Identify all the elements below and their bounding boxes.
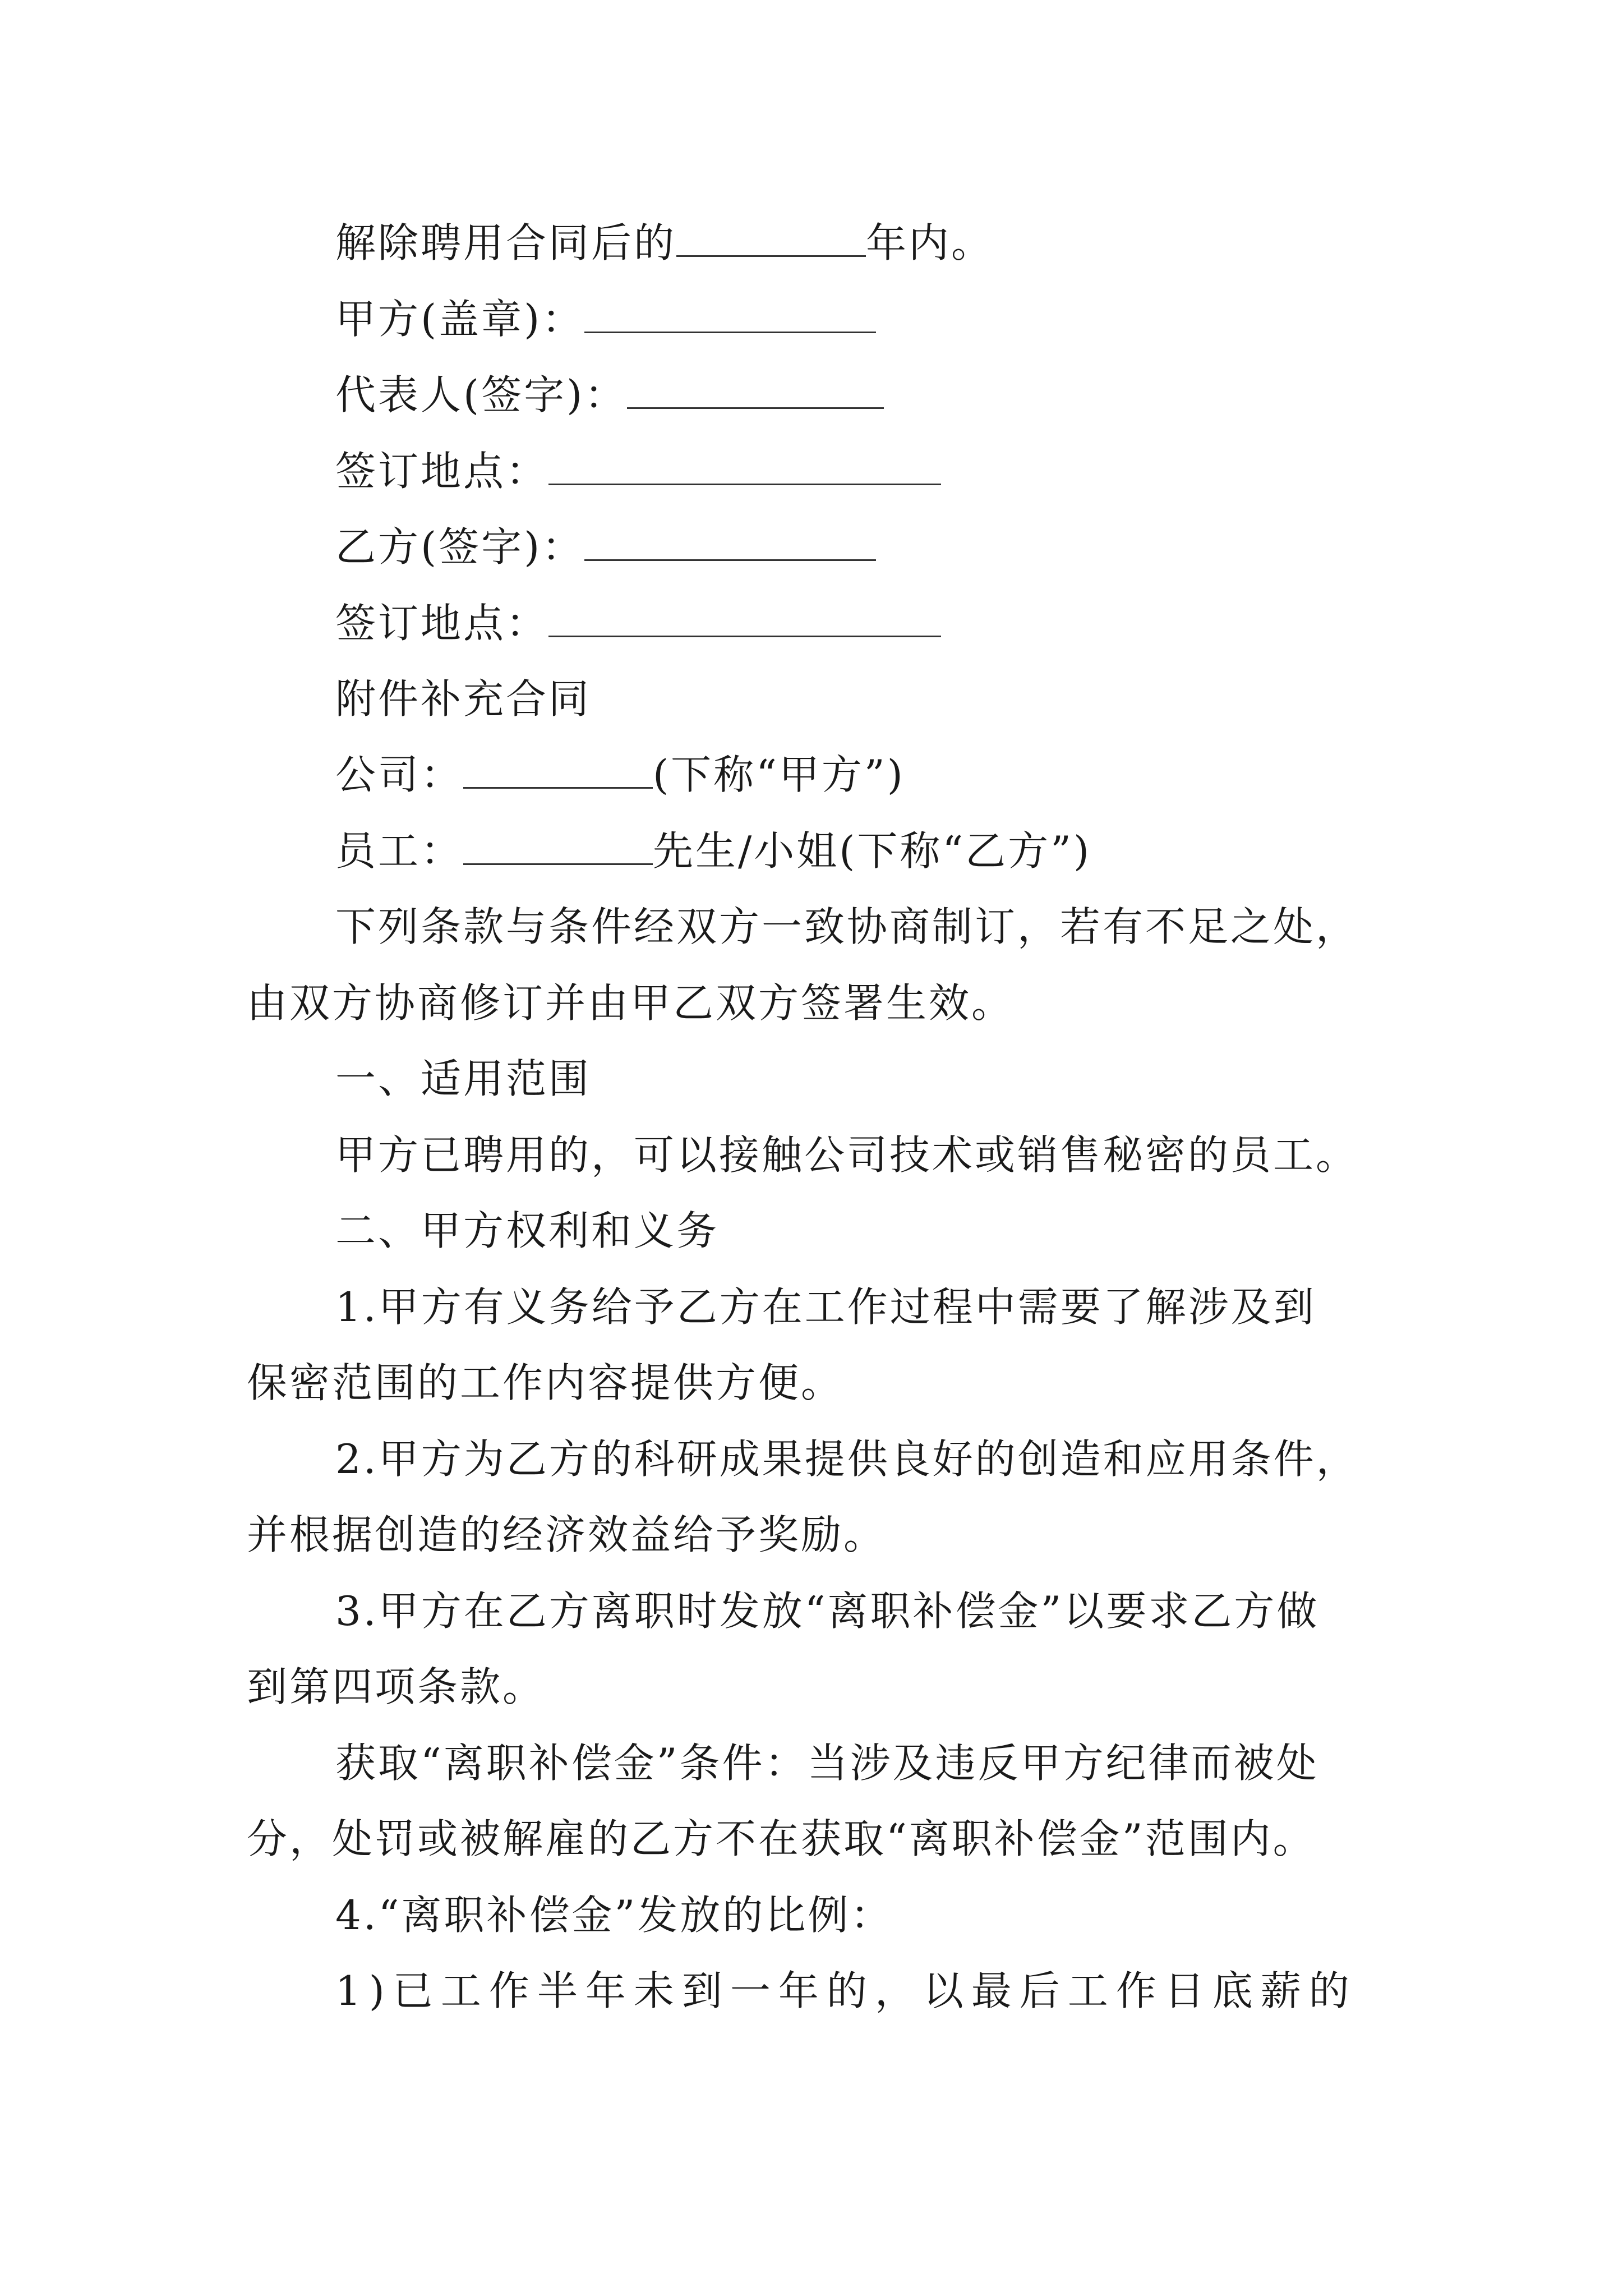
company-label: 公司： <box>335 751 464 798</box>
clause-3-line-1: 3.甲方在乙方离职时发放“离职补偿金”以要求乙方做 <box>335 1588 1320 1635</box>
signing-place-blank-2[interactable] <box>548 601 941 637</box>
clause-3-line-2: 到第四项条款。 <box>247 1663 546 1710</box>
party-a-seal-line <box>335 294 876 344</box>
signing-place-label-1: 签订地点： <box>335 448 549 495</box>
party-b-sign-blank[interactable] <box>584 524 876 561</box>
party-b-sign-label: 乙方(签字)： <box>335 523 585 570</box>
employee-name-blank[interactable] <box>463 829 653 865</box>
clause-4-heading: 4.“离职补偿金”发放的比例： <box>335 1892 893 1939</box>
company-line <box>335 749 905 800</box>
clause-2-line-1: 2.甲方为乙方的科研成果提供良好的创造和应用条件， <box>335 1435 1359 1483</box>
term-years-blank[interactable] <box>676 220 866 257</box>
clause-1-line-1: 1.甲方有义务给予乙方在工作过程中需要了解涉及到 <box>335 1283 1316 1331</box>
condition-line-1: 获取“离职补偿金”条件：当涉及违反甲方纪律而被处 <box>335 1740 1319 1787</box>
representative-label: 代表人(签字)： <box>335 371 628 418</box>
clause-2-line-2: 并根据创造的经济效益给予奖励。 <box>247 1511 887 1558</box>
representative-line <box>335 370 884 420</box>
contract-term-line <box>335 218 994 268</box>
company-name-blank[interactable] <box>463 752 653 789</box>
company-alias: (下称“甲方”) <box>653 751 905 798</box>
section-2-heading: 二、甲方权利和义务 <box>335 1207 720 1254</box>
contract-term-suffix: 年内。 <box>866 219 994 266</box>
condition-line-2: 分，处罚或被解雇的乙方不在获取“离职补偿金”范围内。 <box>247 1815 1316 1862</box>
signing-place-label-2: 签订地点： <box>335 600 549 647</box>
clause-4-item-1: 1)已工作半年未到一年的，以最后工作日底薪的 <box>335 1967 1357 2014</box>
preamble-line-2: 由双方协商修订并由甲乙双方签署生效。 <box>247 979 1015 1027</box>
appendix-title: 附件补充合同 <box>335 675 592 723</box>
employee-alias: 先生/小姐(下称“乙方”) <box>653 827 1092 875</box>
party-a-seal-label: 甲方(盖章)： <box>335 296 585 343</box>
section-1-body: 甲方已聘用的，可以接触公司技术或销售秘密的员工。 <box>335 1131 1359 1179</box>
section-1-heading: 一、适用范围 <box>335 1055 592 1102</box>
employee-line <box>335 826 1091 876</box>
employee-label: 员工： <box>335 827 464 875</box>
clause-1-line-2: 保密范围的工作内容提供方便。 <box>247 1359 844 1406</box>
contract-term-prefix: 解除聘用合同后的 <box>335 219 677 266</box>
representative-blank[interactable] <box>627 372 884 409</box>
party-b-sign-line <box>335 522 876 572</box>
signing-place-line-2 <box>335 598 941 648</box>
preamble-line-1: 下列条款与条件经双方一致协商制订，若有不足之处， <box>335 903 1359 950</box>
signing-place-line-1 <box>335 446 941 496</box>
party-a-seal-blank[interactable] <box>584 297 876 333</box>
signing-place-blank-1[interactable] <box>548 449 941 485</box>
